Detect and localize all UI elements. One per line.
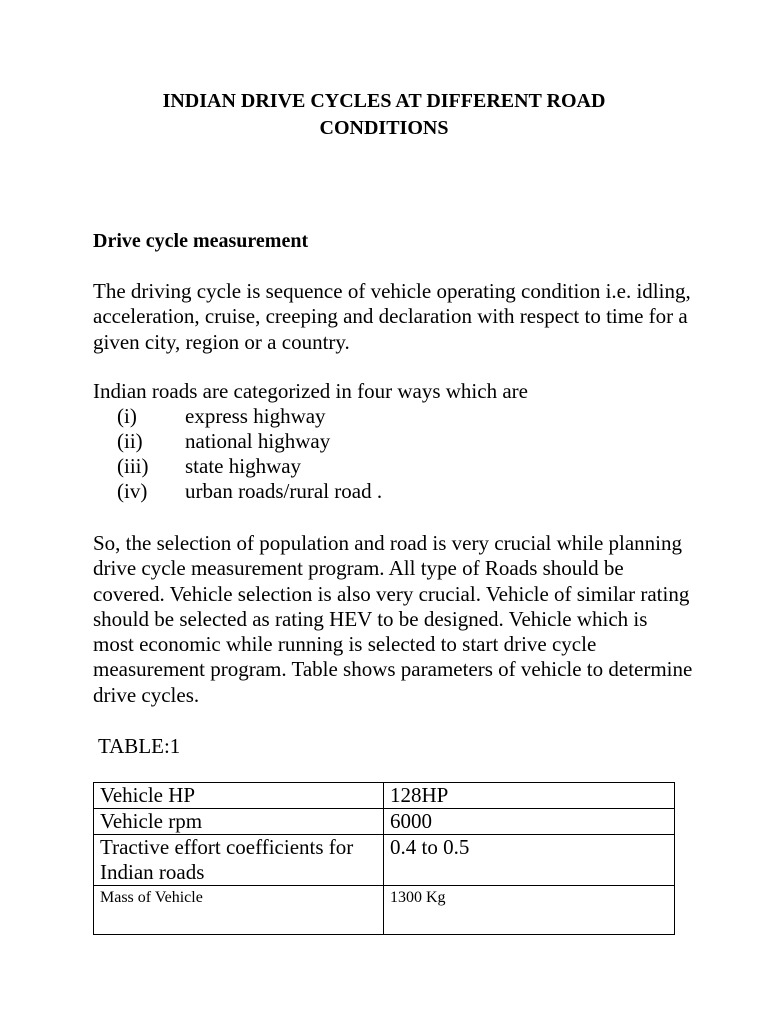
list-item-text: national highway	[185, 429, 331, 453]
table-cell-param: Vehicle HP	[94, 783, 384, 809]
paragraph-road-categories: Indian roads are categorized in four ways which are	[93, 379, 528, 403]
table-row	[94, 783, 675, 809]
list-item-text: urban roads/rural road .	[185, 479, 383, 503]
list-item-text: express highway	[185, 404, 326, 428]
list-item-number: (ii)	[117, 429, 143, 453]
list-item-number: (i)	[117, 404, 137, 428]
table-cell-param: Mass of Vehicle	[94, 886, 384, 935]
table-cell-value: 0.4 to 0.5	[384, 835, 675, 886]
table-row	[94, 835, 675, 886]
table-cell-param: Tractive effort coefficients for Indian roads	[94, 835, 384, 886]
table-label: TABLE:1	[98, 734, 181, 758]
list-item-number: (iii)	[117, 454, 149, 478]
table-cell-param: Vehicle rpm	[94, 809, 384, 835]
paragraph-driving-cycle: The driving cycle is sequence of vehicle operating condition i.e. idling, acceleration, cruise, creeping and declaration with respect to time for a given city, region or a country.	[93, 279, 691, 354]
table-row	[94, 886, 675, 935]
paragraph-selection: So, the selection of population and road is very crucial while planning drive cycle measurement program. All type of Roads should be covered. Vehicle selection is also very crucial. Vehicle of similar rating should be selected as rating HEV to be designed. Vehicle which is most economic while running is selected to start drive cycle measurement program. Table shows parameters of vehicle to determine drive cycles.	[93, 531, 693, 707]
road-type-list	[117, 404, 382, 504]
list-item	[117, 404, 382, 429]
list-item-text: state highway	[185, 454, 302, 478]
list-item-number: (iv)	[117, 479, 148, 503]
list-item	[117, 479, 382, 504]
list-item	[117, 429, 382, 454]
title-line-2: CONDITIONS	[319, 117, 449, 139]
title-line-1: INDIAN DRIVE CYCLES AT DIFFERENT ROAD	[162, 90, 606, 112]
document-title	[90, 88, 678, 142]
vehicle-parameters-table	[93, 782, 675, 935]
table-cell-value: 128HP	[384, 783, 675, 809]
table-cell-value: 1300 Kg	[384, 886, 675, 935]
list-item	[117, 454, 382, 479]
table-cell-value: 6000	[384, 809, 675, 835]
section-heading: Drive cycle measurement	[93, 230, 309, 252]
table-row	[94, 809, 675, 835]
